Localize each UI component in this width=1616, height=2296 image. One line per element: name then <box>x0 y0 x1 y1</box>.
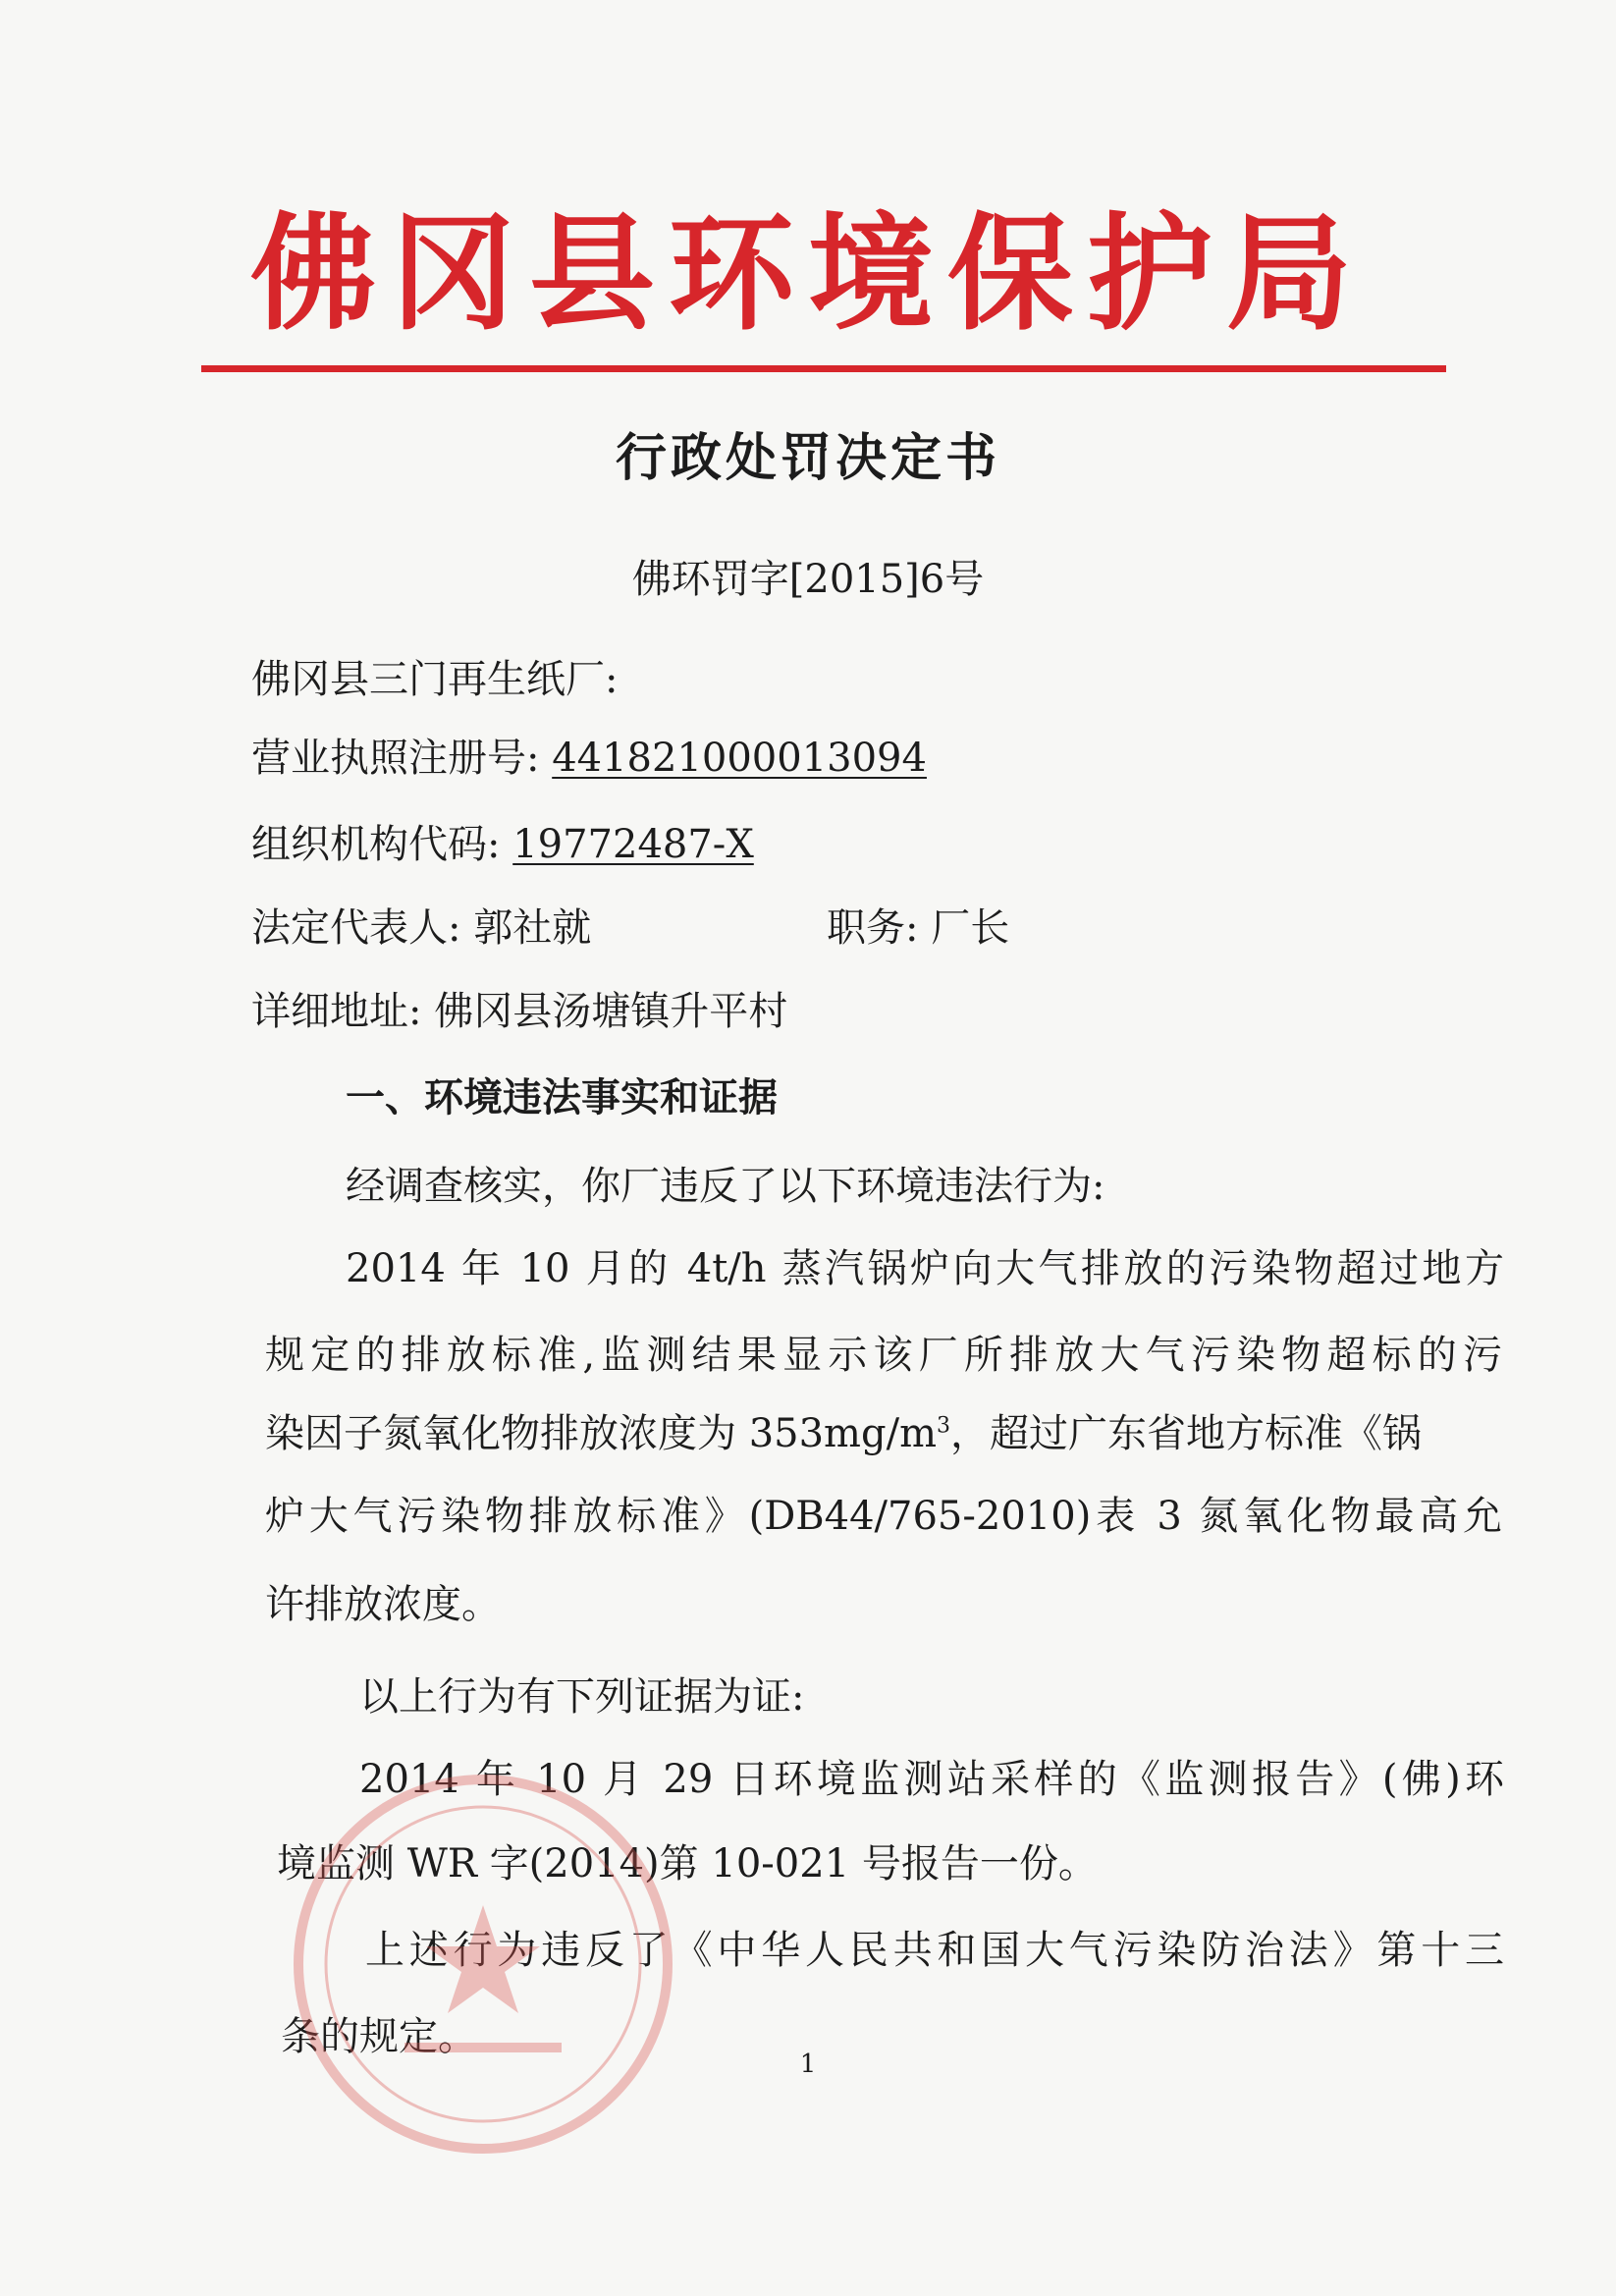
section-heading: 一、环境违法事实和证据 <box>346 1075 778 1121</box>
page-number: 1 <box>799 2050 817 2079</box>
evidence-line-1: 2014 年 10 月 29 日环境监测站采样的《监测报告》(佛)环 <box>359 1757 1504 1802</box>
address-value: 佛冈县汤塘镇升平村 <box>434 989 788 1034</box>
agency-header-title: 佛冈县环境保护局 <box>249 201 1366 348</box>
org-code-row <box>251 815 754 874</box>
fact-line-5: 许排放浓度。 <box>265 1582 501 1627</box>
address-label: 详细地址: <box>251 989 422 1034</box>
legal-rep-label: 法定代表人: <box>251 905 461 951</box>
evidence-line-2: 境监测 WR 字(2014)第 10-021 号报告一份。 <box>277 1841 1098 1886</box>
fact-line-4: 炉大气污染物排放标准》(DB44/765-2010)表 3 氮氧化物最高允 <box>265 1494 1502 1539</box>
fact-line-2: 规定的排放标准,监测结果显示该厂所排放大气污染物超标的污 <box>265 1333 1502 1378</box>
law-line-1: 上述行为违反了《中华人民共和国大气污染防治法》第十三 <box>365 1928 1504 1973</box>
section-intro: 经调查核实，你厂违反了以下环境违法行为: <box>346 1164 1105 1209</box>
document-number: 佛环罚字[2015]6号 <box>631 557 985 602</box>
org-code-label: 组织机构代码: <box>251 822 501 867</box>
address-row <box>251 982 787 1041</box>
document-title: 行政处罚决定书 <box>615 429 1000 488</box>
fact-line-1: 2014 年 10 月的 4t/h 蒸汽锅炉向大气排放的污染物超过地方 <box>346 1246 1504 1291</box>
legal-rep-value: 郭社就 <box>473 905 592 951</box>
position-row <box>827 899 1009 957</box>
fact-line-3-tail: ，超过广东省地方标准《锅 <box>950 1411 1423 1456</box>
fact-line-3-main: 染因子氮氧化物排放浓度为 353mg/m <box>265 1411 938 1456</box>
license-value: 441821000013094 <box>552 736 927 781</box>
header-red-rule <box>201 365 1446 372</box>
position-label: 职务: <box>827 905 919 951</box>
position-value: 厂长 <box>931 905 1010 951</box>
org-code-value: 19772487-X <box>512 822 754 867</box>
license-label: 营业执照注册号: <box>251 736 540 781</box>
law-line-2: 条的规定。 <box>281 2014 477 2059</box>
party-name: 佛冈县三门再生纸厂: <box>251 657 619 702</box>
official-seal-icon <box>287 1768 679 2160</box>
legal-rep-row <box>251 899 591 957</box>
evidence-intro: 以上行为有下列证据为证: <box>359 1674 805 1720</box>
license-row <box>251 729 927 788</box>
fact-line-3 <box>265 1404 1422 1463</box>
unit-superscript: 3 <box>937 1413 951 1439</box>
